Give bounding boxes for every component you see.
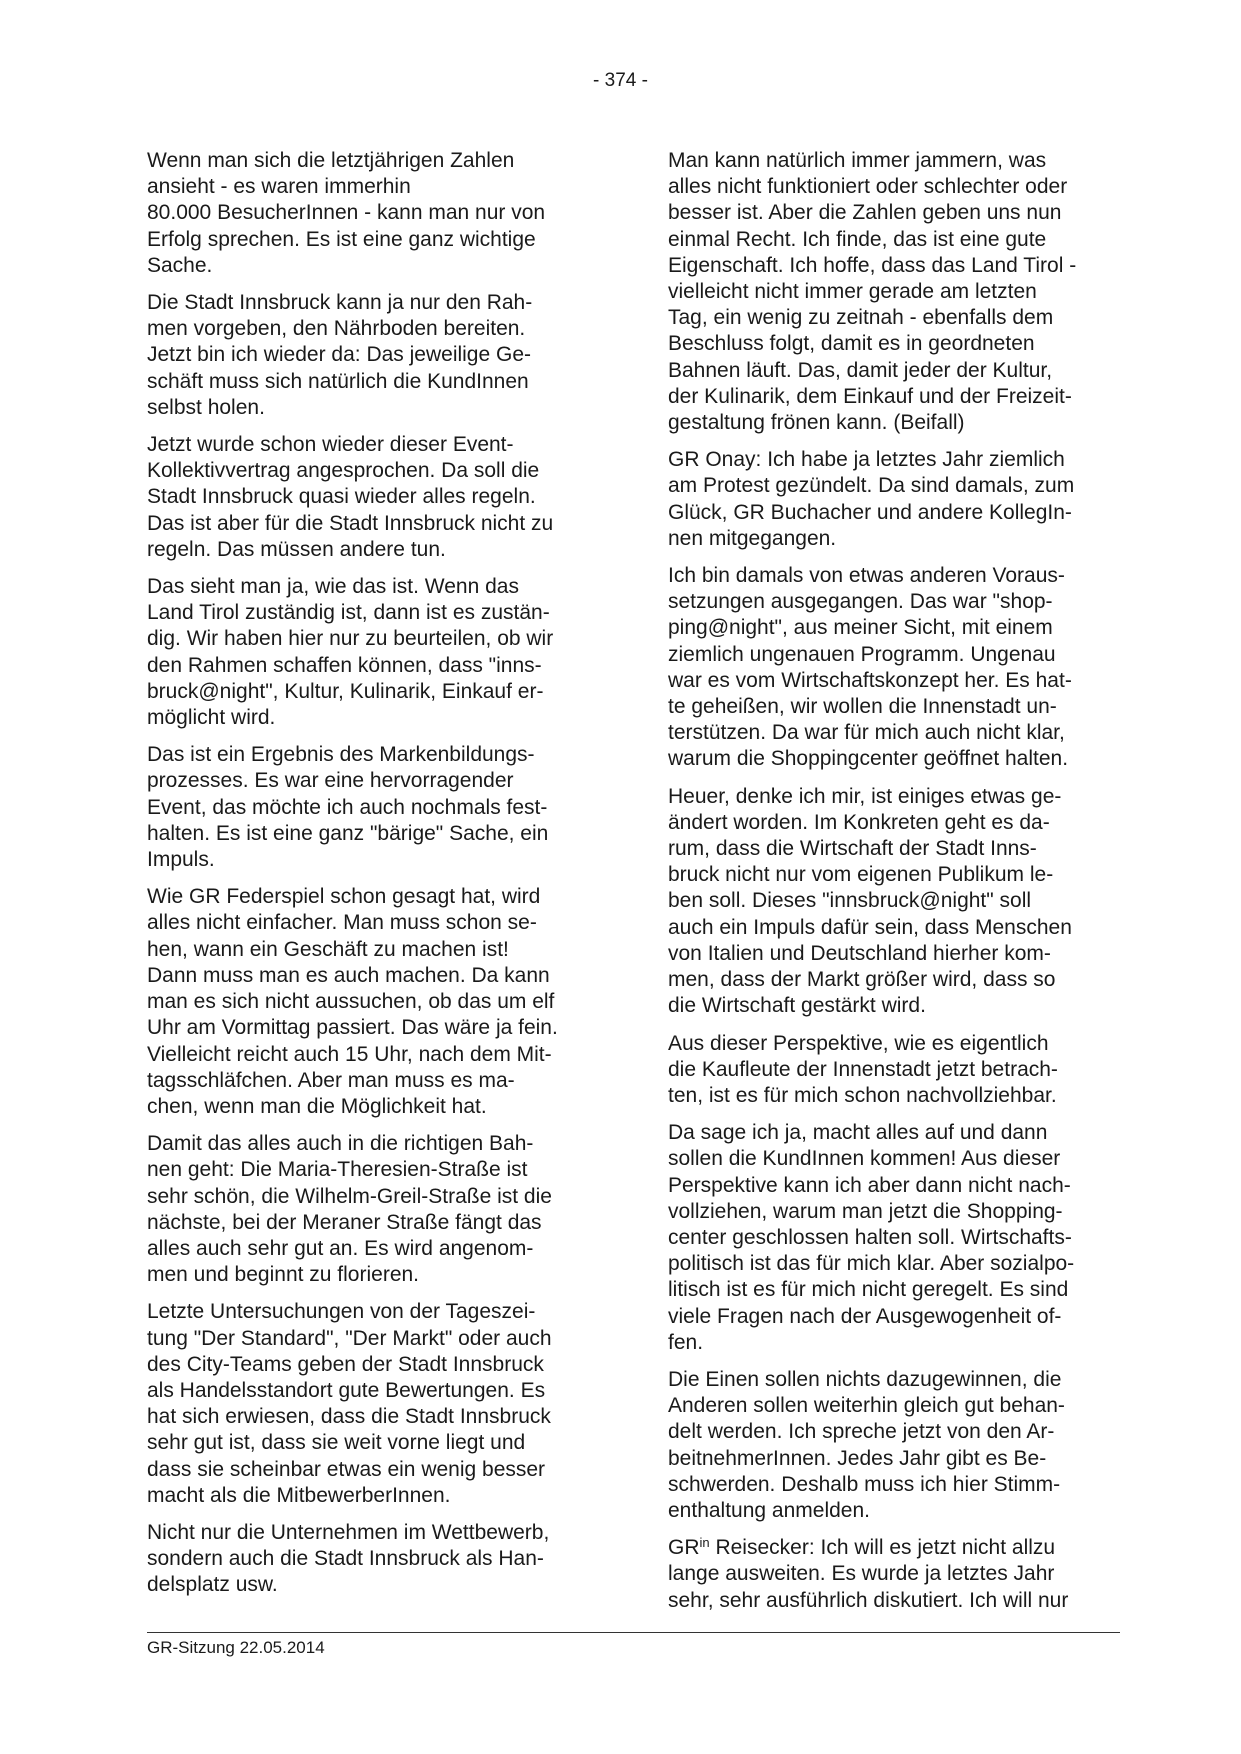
paragraph — [147, 884, 599, 1120]
paragraph-line: nen mitgegangen. — [668, 526, 837, 550]
paragraph-line: lange ausweiten. Es wurde ja letztes Jahr — [668, 1562, 1055, 1586]
paragraph — [147, 432, 599, 563]
paragraph-line: Event, das möchte ich auch nochmals fest- — [147, 795, 548, 819]
paragraph-line: des City-Teams geben der Stadt Innsbruck — [147, 1352, 544, 1376]
paragraph-line: Jetzt wurde schon wieder dieser Event- — [147, 433, 514, 457]
paragraph-line: Die Einen sollen nichts dazugewinnen, die — [668, 1367, 1062, 1391]
paragraph-line: Das ist ein Ergebnis des Markenbildungs- — [147, 743, 535, 767]
paragraph-reisecker — [668, 1535, 1120, 1614]
paragraph-line: Kollektivvertrag angesprochen. Da soll die — [147, 459, 540, 483]
paragraph-line: Nicht nur die Unternehmen im Wettbewerb, — [147, 1520, 550, 1544]
paragraph-line: schäft muss sich natürlich die KundInnen — [147, 369, 529, 393]
paragraph-line: macht als die MitbewerberInnen. — [147, 1483, 451, 1507]
paragraph-line: alles nicht funktioniert oder schlechter oder — [668, 175, 1068, 199]
paragraph-line: Da sage ich ja, macht alles auf und dann — [668, 1121, 1048, 1145]
paragraph-line: auch ein Impuls dafür sein, dass Menschen — [668, 915, 1072, 939]
paragraph-line: men vorgeben, den Nährboden bereiten. — [147, 317, 526, 341]
paragraph-line: te geheißen, wir wollen die Innenstadt un- — [668, 695, 1057, 719]
paragraph-line: alles auch sehr gut an. Es wird angenom- — [147, 1236, 534, 1260]
paragraph-line: Wenn man sich die letztjährigen Zahlen — [147, 149, 515, 172]
paragraph-line: als Handelsstandort gute Bewertungen. Es — [147, 1378, 546, 1402]
paragraph-line: setzungen ausgegangen. Das war "shop- — [668, 590, 1053, 614]
paragraph-line: ansieht - es waren immerhin — [147, 175, 411, 199]
paragraph-line: vollziehen, warum man jetzt die Shopping- — [668, 1199, 1063, 1223]
paragraph-line: ten, ist es für mich schon nachvollziehbar. — [668, 1083, 1057, 1107]
paragraph-line: Jetzt bin ich wieder da: Das jeweilige Ge- — [147, 343, 532, 367]
footer-divider — [147, 1632, 1120, 1633]
paragraph-line: enthaltung anmelden. — [668, 1498, 870, 1522]
paragraph-line: Bahnen läuft. Das, damit jeder der Kultur, — [668, 358, 1053, 382]
paragraph-line: Sache. — [147, 253, 213, 277]
paragraph-line: men und beginnt zu florieren. — [147, 1263, 420, 1287]
paragraph — [147, 574, 599, 731]
paragraph — [668, 148, 1120, 436]
paragraph-line: dig. Wir haben hier nur zu beurteilen, ob wir — [147, 627, 554, 651]
paragraph-line: center geschlossen halten soll. Wirtschafts- — [668, 1225, 1072, 1249]
paragraph-line: vielleicht nicht immer gerade am letzten — [668, 280, 1037, 304]
paragraph-line: am Protest gezündelt. Da sind damals, zum — [668, 474, 1075, 498]
paragraph-line: ziemlich ungenauen Programm. Ungenau — [668, 642, 1056, 666]
paragraph-line — [668, 1535, 1120, 1561]
paragraph-line: von Italien und Deutschland hierher kom- — [668, 941, 1051, 965]
paragraph-line: viele Fragen nach der Ausgewogenheit of- — [668, 1304, 1062, 1328]
paragraph — [147, 1131, 599, 1288]
paragraph-line: GR Onay: Ich habe ja letztes Jahr ziemlich — [668, 448, 1065, 472]
paragraph-line: möglicht wird. — [147, 706, 276, 730]
paragraph-line: Vielleicht reicht auch 15 Uhr, nach dem Mit- — [147, 1042, 552, 1066]
paragraph-line: ping@night", aus meiner Sicht, mit einem — [668, 616, 1053, 640]
paragraph-line: Impuls. — [147, 848, 215, 872]
paragraph-line: rum, dass die Wirtschaft der Stadt Inns- — [668, 837, 1037, 861]
paragraph-line: delsplatz usw. — [147, 1573, 278, 1597]
paragraph-line: dass sie scheinbar etwas ein wenig besser — [147, 1457, 546, 1481]
paragraph — [668, 784, 1120, 1020]
paragraph-line: Aus dieser Perspektive, wie es eigentlich — [668, 1031, 1049, 1055]
speaker-statement-start: Reisecker: Ich will es jetzt nicht allzu — [709, 1536, 1056, 1560]
paragraph-line: litisch ist es für mich nicht geregelt. Es sind — [668, 1278, 1069, 1302]
paragraph-line: beitnehmerInnen. Jedes Jahr gibt es Be- — [668, 1446, 1047, 1470]
paragraph-line: der Kulinarik, dem Einkauf und der Freizeit- — [668, 384, 1072, 408]
paragraph — [147, 290, 599, 421]
paragraph-line: hat sich erwiesen, dass die Stadt Innsbruck — [147, 1405, 551, 1429]
paragraph-line: bruck@night", Kultur, Kulinarik, Einkauf er- — [147, 679, 544, 703]
paragraph-line: Perspektive kann ich aber dann nicht nach- — [668, 1173, 1071, 1197]
paragraph-line: chen, wenn man die Möglichkeit hat. — [147, 1094, 487, 1118]
paragraph — [147, 1299, 599, 1509]
paragraph-line: Eigenschaft. Ich hoffe, dass das Land Tirol - — [668, 253, 1077, 277]
paragraph — [668, 1120, 1120, 1356]
paragraph-line: bruck nicht nur vom eigenen Publikum le- — [668, 863, 1054, 887]
right-column-paragraphs — [668, 148, 1120, 1524]
paragraph-line: delt werden. Ich spreche jetzt von den Ar- — [668, 1420, 1055, 1444]
speaker-superscript: in — [699, 1535, 710, 1551]
speaker-prefix: GR — [668, 1536, 700, 1560]
paragraph-line: besser ist. Aber die Zahlen geben uns nun — [668, 201, 1062, 225]
paragraph-line: den Rahmen schaffen können, dass "inns- — [147, 653, 542, 677]
paragraph — [147, 742, 599, 873]
paragraph-line: ändert worden. Im Konkreten geht es da- — [668, 810, 1050, 834]
paragraph-line: sehr gut ist, dass sie weit vorne liegt und — [147, 1431, 526, 1455]
paragraph-line: Tag, ein wenig zu zeitnah - ebenfalls dem — [668, 306, 1054, 330]
paragraph — [147, 1520, 599, 1599]
paragraph-line: einmal Recht. Ich finde, das ist eine gute — [668, 227, 1047, 251]
footer-session-date: GR-Sitzung 22.05.2014 — [147, 1638, 325, 1657]
paragraph — [668, 563, 1120, 773]
paragraph-line: Man kann natürlich immer jammern, was — [668, 149, 1047, 172]
paragraph-line: hen, wann ein Geschäft zu machen ist! — [147, 937, 509, 961]
paragraph-line: die Wirtschaft gestärkt wird. — [668, 994, 926, 1018]
paragraph — [147, 148, 599, 279]
paragraph-line: terstützen. Da war für mich auch nicht klar, — [668, 721, 1065, 745]
paragraph — [668, 1031, 1120, 1110]
paragraph-line: sehr, sehr ausführlich diskutiert. Ich will nur — [668, 1588, 1069, 1612]
paragraph-line: 80.000 BesucherInnen - kann man nur von — [147, 201, 546, 225]
paragraph-line: tagsschläfchen. Aber man muss es ma- — [147, 1068, 515, 1092]
paragraph-line: nen geht: Die Maria-Theresien-Straße ist — [147, 1158, 528, 1182]
paragraph-line: Das ist aber für die Stadt Innsbruck nicht zu — [147, 511, 554, 535]
page-number: - 374 - — [593, 70, 648, 91]
paragraph-line: fen. — [668, 1330, 704, 1354]
paragraph-line: warum die Shoppingcenter geöffnet halten. — [668, 747, 1069, 771]
paragraph-line: Heuer, denke ich mir, ist einiges etwas ge- — [668, 784, 1062, 808]
paragraph-line: alles nicht einfacher. Man muss schon se- — [147, 911, 537, 935]
paragraph — [668, 1367, 1120, 1524]
paragraph-line: Letzte Untersuchungen von der Tageszei- — [147, 1300, 536, 1324]
paragraph-line: ben soll. Dieses "innsbruck@night" soll — [668, 889, 1032, 913]
paragraph-line: Das sieht man ja, wie das ist. Wenn das — [147, 575, 519, 599]
paragraph-line: Wie GR Federspiel schon gesagt hat, wird — [147, 885, 541, 909]
paragraph-line: Erfolg sprechen. Es ist eine ganz wichtige — [147, 227, 536, 251]
paragraph-line: nächste, bei der Meraner Straße fängt das — [147, 1210, 542, 1234]
paragraph-line: Ich bin damals von etwas anderen Voraus- — [668, 564, 1065, 588]
paragraph-line: selbst holen. — [147, 395, 265, 419]
paragraph-line: Uhr am Vormittag passiert. Das wäre ja fein. — [147, 1016, 558, 1040]
paragraph-line: war es vom Wirtschaftskonzept her. Es hat- — [668, 668, 1072, 692]
paragraph-line: Die Stadt Innsbruck kann ja nur den Rah- — [147, 291, 533, 315]
paragraph-line: schwerden. Deshalb muss ich hier Stimm- — [668, 1472, 1061, 1496]
paragraph-line: Glück, GR Buchacher und andere KollegIn- — [668, 500, 1072, 524]
paragraph-line: men, dass der Markt größer wird, dass so — [668, 968, 1056, 992]
paragraph-line: Land Tirol zuständig ist, dann ist es zustän- — [147, 601, 550, 625]
paragraph-line: Anderen sollen weiterhin gleich gut behan- — [668, 1394, 1065, 1418]
paragraph-line: tung "Der Standard", "Der Markt" oder auch — [147, 1326, 552, 1350]
paragraph-line: Damit das alles auch in die richtigen Bah- — [147, 1132, 534, 1156]
paragraph-line: sollen die KundInnen kommen! Aus dieser — [668, 1147, 1061, 1171]
right-column — [668, 148, 1120, 1625]
paragraph-line: Stadt Innsbruck quasi wieder alles regeln. — [147, 485, 536, 509]
paragraph-line: sondern auch die Stadt Innsbruck als Han- — [147, 1547, 544, 1571]
paragraph-line: politisch ist das für mich klar. Aber sozialpo- — [668, 1252, 1075, 1276]
left-column — [147, 148, 599, 1610]
paragraph-line: regeln. Das müssen andere tun. — [147, 537, 446, 561]
paragraph-line: halten. Es ist eine ganz "bärige" Sache, ein — [147, 821, 549, 845]
paragraph-line: man es sich nicht aussuchen, ob das um elf — [147, 990, 555, 1014]
paragraph-line: Beschluss folgt, damit es in geordneten — [668, 332, 1035, 356]
paragraph-line: sehr schön, die Wilhelm-Greil-Straße ist die — [147, 1184, 552, 1208]
paragraph-line: Dann muss man es auch machen. Da kann — [147, 963, 550, 987]
paragraph-line: gestaltung frönen kann. (Beifall) — [668, 411, 965, 435]
paragraph-line: die Kaufleute der Innenstadt jetzt betrach- — [668, 1057, 1058, 1081]
paragraph-line: prozesses. Es war eine hervorragender — [147, 769, 514, 793]
paragraph — [668, 447, 1120, 552]
